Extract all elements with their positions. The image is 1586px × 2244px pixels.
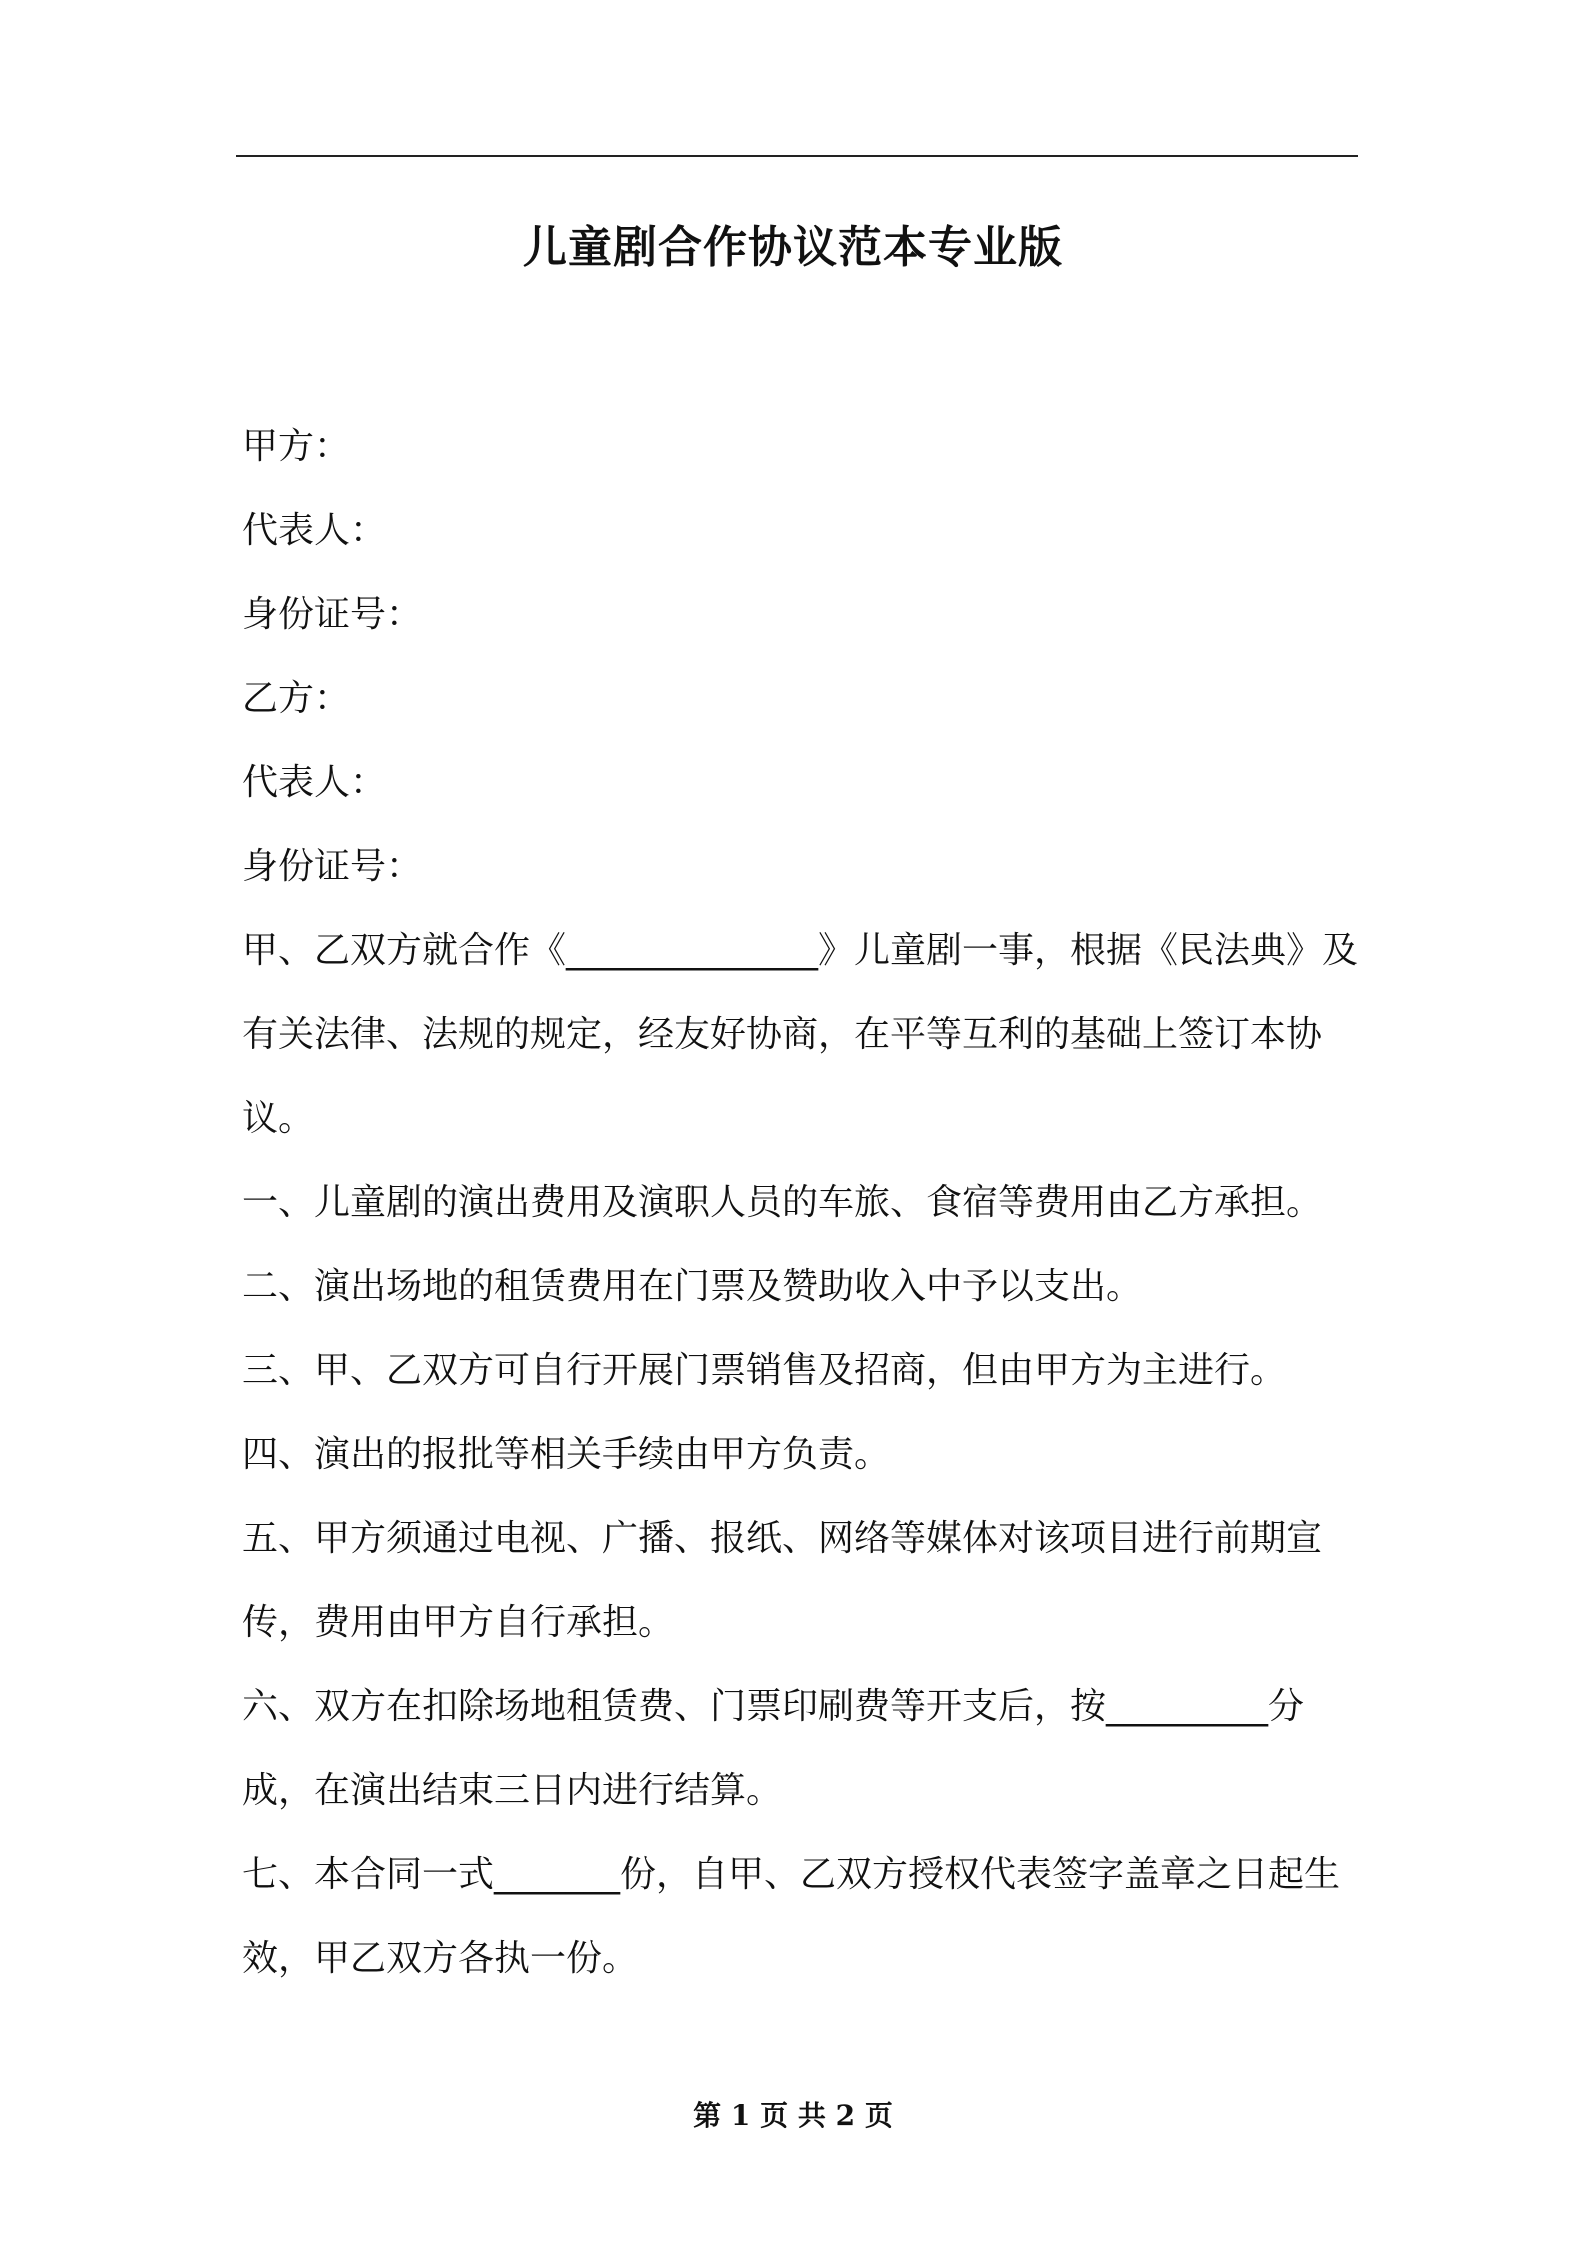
header-rule: [236, 155, 1358, 157]
party-b-representative-label: 代表人：: [242, 762, 387, 803]
party-b-id-label: 身份证号：: [242, 846, 423, 887]
party-a-label: 甲方：: [242, 426, 351, 467]
clause-2: 二、演出场地的租赁费用在门票及赞助收入中予以支出。: [242, 1266, 1143, 1307]
clause-7: 七、本合同一式_______份，自甲、乙双方授权代表签字盖章之日起生效，甲乙双方各执一份。: [242, 1854, 1341, 1979]
intro-paragraph: 甲、乙双方就合作《______________》儿童剧一事，根据《民法典》及有关法律、法规的规定，经友好协商，在平等互利的基础上签订本协议。: [242, 930, 1359, 1139]
document-title: 儿童剧合作协议范本专业版: [523, 222, 1063, 273]
clause-3: 三、甲、乙双方可自行开展门票销售及招商，但由甲方为主进行。: [242, 1350, 1287, 1391]
clause-6: 六、双方在扣除场地租赁费、门票印刷费等开支后，按_________分成，在演出结束三日内进行结算。: [242, 1686, 1305, 1811]
party-a-id-label: 身份证号：: [242, 594, 423, 635]
clause-1: 一、儿童剧的演出费用及演职人员的车旅、食宿等费用由乙方承担。: [242, 1182, 1323, 1223]
document-body: [242, 405, 1362, 2001]
party-b-label: 乙方：: [242, 678, 351, 719]
party-a-representative-label: 代表人：: [242, 510, 387, 551]
clause-5: 五、甲方须通过电视、广播、报纸、网络等媒体对该项目进行前期宣传，费用由甲方自行承担。: [242, 1518, 1323, 1643]
page-indicator: 第 1 页 共 2 页: [693, 2099, 893, 2132]
clause-4: 四、演出的报批等相关手续由甲方负责。: [242, 1434, 891, 1475]
